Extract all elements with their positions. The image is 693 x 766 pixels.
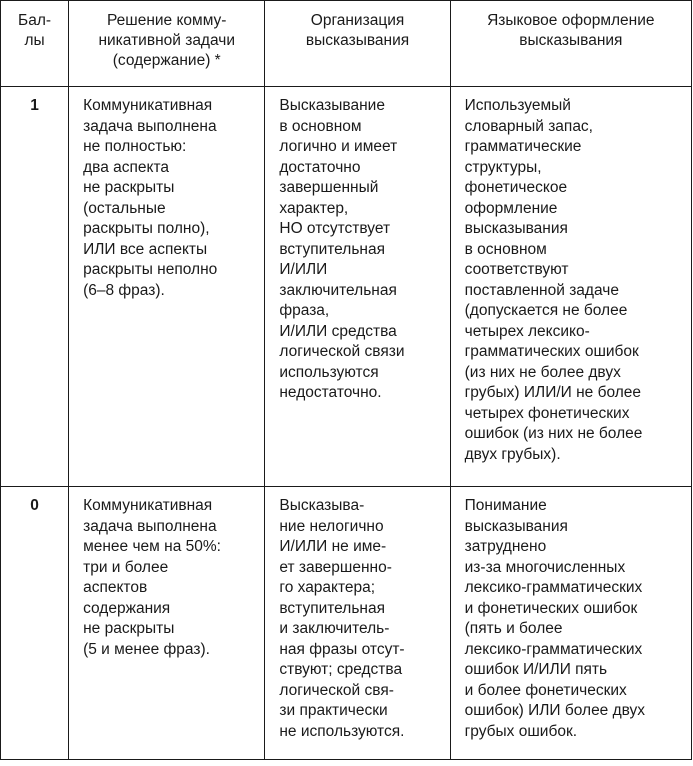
header-content: [69, 1, 265, 87]
language-cell: [450, 87, 691, 487]
header-language: [450, 1, 691, 87]
header-content-label: Решение комму- никативной задачи (содержание) *: [98, 12, 235, 69]
organization-text: Высказывание в основном логично и имеет достаточно завершенный характер, НО отсутствует вступительная И/ИЛИ заключительная фраза, И/ИЛИ средства логической связи используются недостаточно.: [279, 97, 405, 401]
score-value: 0: [30, 497, 39, 514]
score-value: 1: [30, 97, 39, 114]
score-cell: [1, 487, 69, 760]
content-text: Коммуникативная задача выполнена менее чем на 50%: три и более аспектов содержания не раскрыты (5 и менее фраз).: [83, 497, 221, 658]
header-organization-label: Организация высказывания: [305, 12, 410, 49]
header-organization: [265, 1, 450, 87]
organization-text: Высказыва- ние нелогично И/ИЛИ не име- ет завершенно- го характера; вступительная и заключитель- ная фразы отсут- ствуют; средства логической свя- зи практически не используются.: [279, 497, 405, 740]
organization-cell: [265, 87, 450, 487]
header-score-label: Бал- лы: [18, 12, 52, 49]
content-text: Коммуникативная задача выполнена не полностью: два аспекта не раскрыты (остальные раскрыты полно), ИЛИ все аспекты раскрыты неполно (6–8 фраз).: [83, 97, 218, 299]
table-row: [1, 487, 692, 760]
content-cell: [69, 487, 265, 760]
header-language-label: Языковое оформление высказывания: [487, 12, 655, 49]
header-score: [1, 1, 69, 87]
header-row: [1, 1, 692, 87]
content-cell: [69, 87, 265, 487]
language-text: Понимание высказывания затруднено из-за многочисленных лексико-грамматических и фонетических ошибок (пять и более лексико-грамматических ошибок И/ИЛИ пять и более фонетических ошибок) ИЛИ более двух грубых ошибок.: [464, 497, 646, 740]
language-cell: [450, 487, 691, 760]
score-cell: [1, 87, 69, 487]
table-row: [1, 87, 692, 487]
language-text: Используемый словарный запас, грамматические структуры, фонетическое оформление высказывания в основном соответствуют поставленной задаче (допускается не более четырех лексико- грамматических ошибок (из них не более двух грубых) ИЛИ/И не более четырех фонетических ошибок (из них не более двух грубых).: [464, 97, 643, 463]
organization-cell: [265, 487, 450, 760]
